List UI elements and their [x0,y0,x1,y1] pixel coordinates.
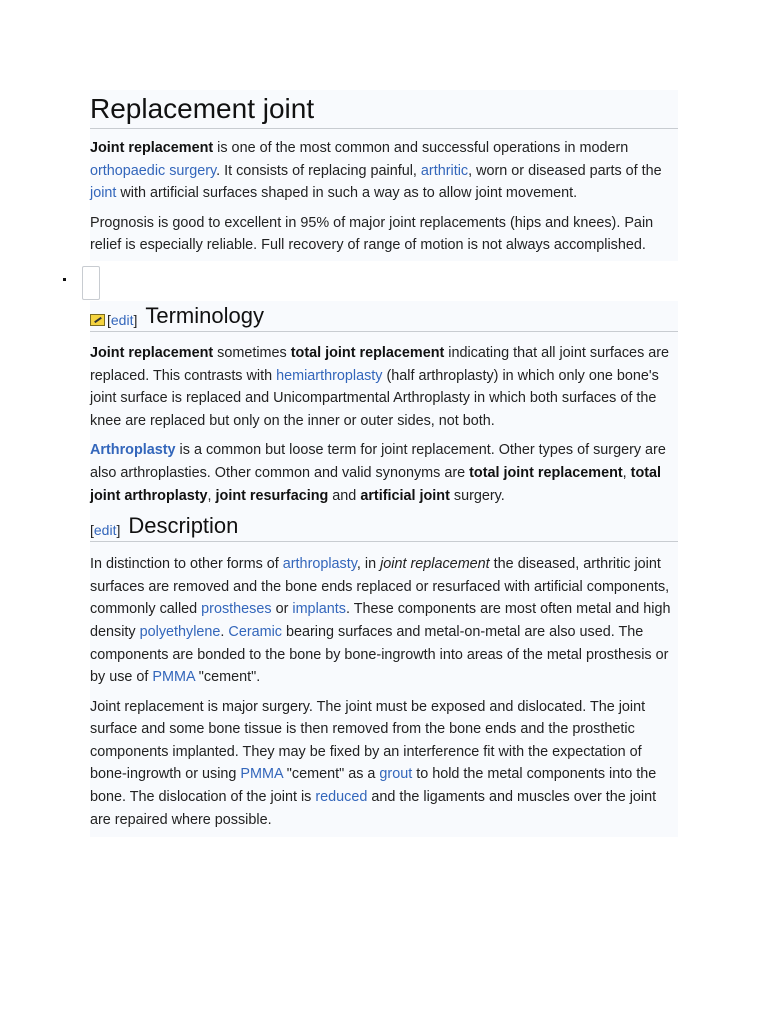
text: with artificial surfaces shaped in such a way as to allow joint movement. [116,185,578,202]
lead-paragraph-1 [90,129,678,205]
text: , [207,487,216,504]
link-orthopaedic-surgery[interactable]: orthopaedic surgery [90,162,217,179]
link-arthroplasty-bold[interactable]: Arthroplasty [90,442,176,459]
bold-term: joint resurfacing [215,487,329,504]
link-grout[interactable]: grout [379,766,413,783]
text: , worn or diseased parts of the [468,162,662,179]
image-placeholder-row [90,261,678,301]
link-joint[interactable]: joint [90,185,117,202]
bold-term: total joint replacement [290,344,445,361]
text: In distinction to other forms of [90,556,283,573]
link-reduced[interactable]: reduced [315,789,368,806]
link-arthroplasty[interactable]: arthroplasty [282,556,357,573]
text: indicating that all joint surfaces are replaced. This contrasts with [90,344,670,384]
description-section [90,507,678,837]
text: is one of the most common and successful operations in modern [213,140,629,156]
article [90,90,678,837]
heading-text: Terminology [145,302,264,328]
text: "cement" as a [282,766,380,783]
text: Joint replacement is major surgery. The joint must be exposed and dislocated. The joint surface and some bone tissue is then removed from the bone ends and the prosthetic components implanted. They may be fixed by an interference fit with the expectation of bone-ingrowth or using [90,698,646,783]
description-paragraph-1 [90,542,678,689]
text: , in [356,556,381,573]
edit-link-terminology[interactable]: edit [110,311,134,328]
text: (half arthroplasty) in which only one bone's joint surface is replaced and Unicompartmental Arthroplasty in which both surfaces of the knee are replaced but only on the inner or outer sides, not both. [90,367,659,429]
terminology-paragraph-1 [90,332,678,432]
italic-term: joint replacement [380,556,490,573]
section-heading-terminology [90,301,678,332]
link-polyethylene[interactable]: polyethylene [139,623,221,640]
text: . It consists of replacing painful, [216,162,421,179]
terminology-paragraph-2 [90,432,678,507]
text: . These components are most often metal and high density [90,601,671,640]
text: . [220,623,229,640]
text: "cement". [194,669,261,686]
text: surgery. [449,487,505,504]
image-thumbnail[interactable] [82,266,100,300]
bold-term: Joint replacement [90,140,214,156]
heading-text: Description [128,513,239,539]
link-implants[interactable]: implants [292,601,346,618]
pencil-icon[interactable] [90,314,105,326]
bold-term: total joint arthroplasty [90,464,662,504]
bold-term: artificial joint [360,487,450,504]
edit-link-group: [edit] [90,522,121,539]
text: and [328,487,361,504]
text: sometimes [213,344,291,361]
lead-paragraph-2: Prognosis is good to excellent in 95% of major joint replacements (hips and knees). Pain relief is especially reliable. Full recovery of range of motion is not always accomplished. [90,214,654,254]
bold-term: total joint replacement [469,464,623,481]
link-arthritic[interactable]: arthritic [420,162,469,179]
text: , [622,464,631,481]
bold-term: Joint replacement [90,344,214,361]
text: and the ligaments and muscles over the joint are repaired where possible. [90,789,657,828]
link-pmma[interactable]: PMMA [240,766,283,783]
lead-section [90,90,678,261]
link-hemiarthroplasty[interactable]: hemiarthroplasty [276,367,383,384]
page-title: Replacement joint [90,90,678,129]
link-pmma[interactable]: PMMA [152,669,195,686]
terminology-section [90,301,678,507]
text: the diseased, arthritic joint surfaces are removed and the bone ends replaced or resurfaced with artificial components, commonly called [90,556,670,618]
link-ceramic[interactable]: Ceramic [228,623,282,640]
description-paragraph-2 [90,689,678,838]
text: to hold the metal components into the bone. The dislocation of the joint is [90,766,657,806]
section-heading-description [90,511,678,542]
text: bearing surfaces and metal-on-metal are also used. The components are bonded to the bone by bone-ingrowth into areas of the metal prosthesis or by use of [90,623,669,686]
text: or [271,601,293,618]
edit-link-description[interactable]: edit [93,522,117,539]
link-prostheses[interactable]: prostheses [201,601,272,618]
bullet-icon [63,278,66,281]
text: is a common but loose term for joint replacement. Other types of surgery are also arthroplasties. Other common and valid synonyms are [90,442,666,481]
edit-link-group: [edit] [90,309,137,331]
